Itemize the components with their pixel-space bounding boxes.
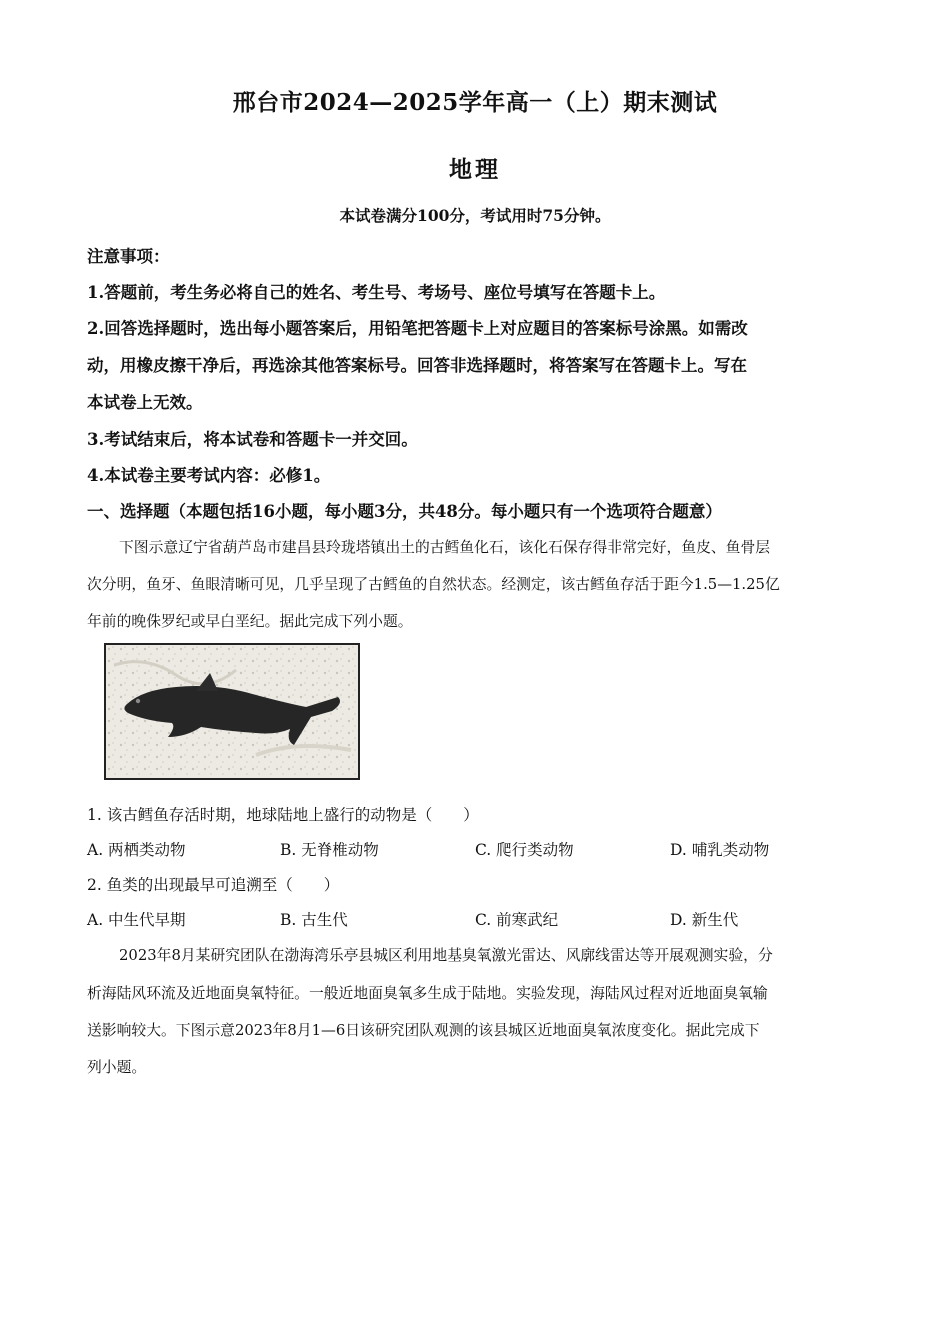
passage2-line-4: 列小题。 [87,1059,147,1076]
q1-option-a: A. 两栖类动物 [87,841,186,859]
subject-title: 地理 [449,156,501,183]
note-line-3: 动，用橡皮擦干净后，再选涂其他答案标号。回答非选择题时，将答案写在答题卡上。写在 [87,356,747,375]
question-1-stem: 1. 该古鳕鱼存活时期，地球陆地上盛行的动物是（ ） [87,806,479,824]
passage2-line-3: 送影响较大。下图示意2023年8月1—6日该研究团队观测的该县城区近地面臭氧浓度变化。据此完成下 [87,1022,760,1039]
exam-info: 本试卷满分100分，考试用时75分钟。 [339,206,611,225]
note-line-1: 1.答题前，考生务必将自己的姓名、考生号、考场号、座位号填写在答题卡上。 [87,283,666,302]
fossil-fish-image [106,645,358,778]
note-line-4: 本试卷上无效。 [87,393,203,412]
q2-option-d: D. 新生代 [670,911,739,929]
note-line-5: 3.考试结束后，将本试卷和答题卡一并交回。 [87,430,418,449]
q2-option-a: A. 中生代早期 [87,911,186,929]
question-2-stem: 2. 鱼类的出现最早可追溯至（ ） [87,876,340,894]
exam-title: 邢台市2024—2025学年高一（上）期末测试 [232,89,718,116]
passage1-line-3: 年前的晚侏罗纪或早白垩纪。据此完成下列小题。 [87,613,413,630]
note-line-6: 4.本试卷主要考试内容：必修1。 [87,466,331,485]
notes-heading: 注意事项： [87,247,170,266]
q1-option-b: B. 无脊椎动物 [280,841,379,859]
passage2-line-2: 析海陆风环流及近地面臭氧特征。一般近地面臭氧多生成于陆地。实验发现，海陆风过程对近地面臭氧输 [87,985,768,1002]
q2-option-b: B. 古生代 [280,911,348,929]
passage2-line-1: 2023年8月某研究团队在渤海湾乐亭县城区利用地基臭氧激光雷达、风廓线雷达等开展观测实验，分 [119,947,773,964]
q1-option-d: D. 哺乳类动物 [670,841,770,859]
q2-option-c: C. 前寒武纪 [475,911,559,929]
note-line-2: 2.回答选择题时，选出每小题答案后，用铅笔把答题卡上对应题目的答案标号涂黑。如需改 [87,319,748,338]
passage1-line-1: 下图示意辽宁省葫芦岛市建昌县玲珑塔镇出土的古鳕鱼化石，该化石保存得非常完好，鱼皮、鱼骨层 [119,539,771,556]
section-heading: 一、选择题（本题包括16小题，每小题3分，共48分。每小题只有一个选项符合题意） [87,502,722,521]
fossil-photo [104,643,360,780]
passage1-line-2: 次分明，鱼牙、鱼眼清晰可见，几乎呈现了古鳕鱼的自然状态。经测定，该古鳕鱼存活于距今1.5—1.25亿 [87,576,780,593]
q1-option-c: C. 爬行类动物 [475,841,574,859]
